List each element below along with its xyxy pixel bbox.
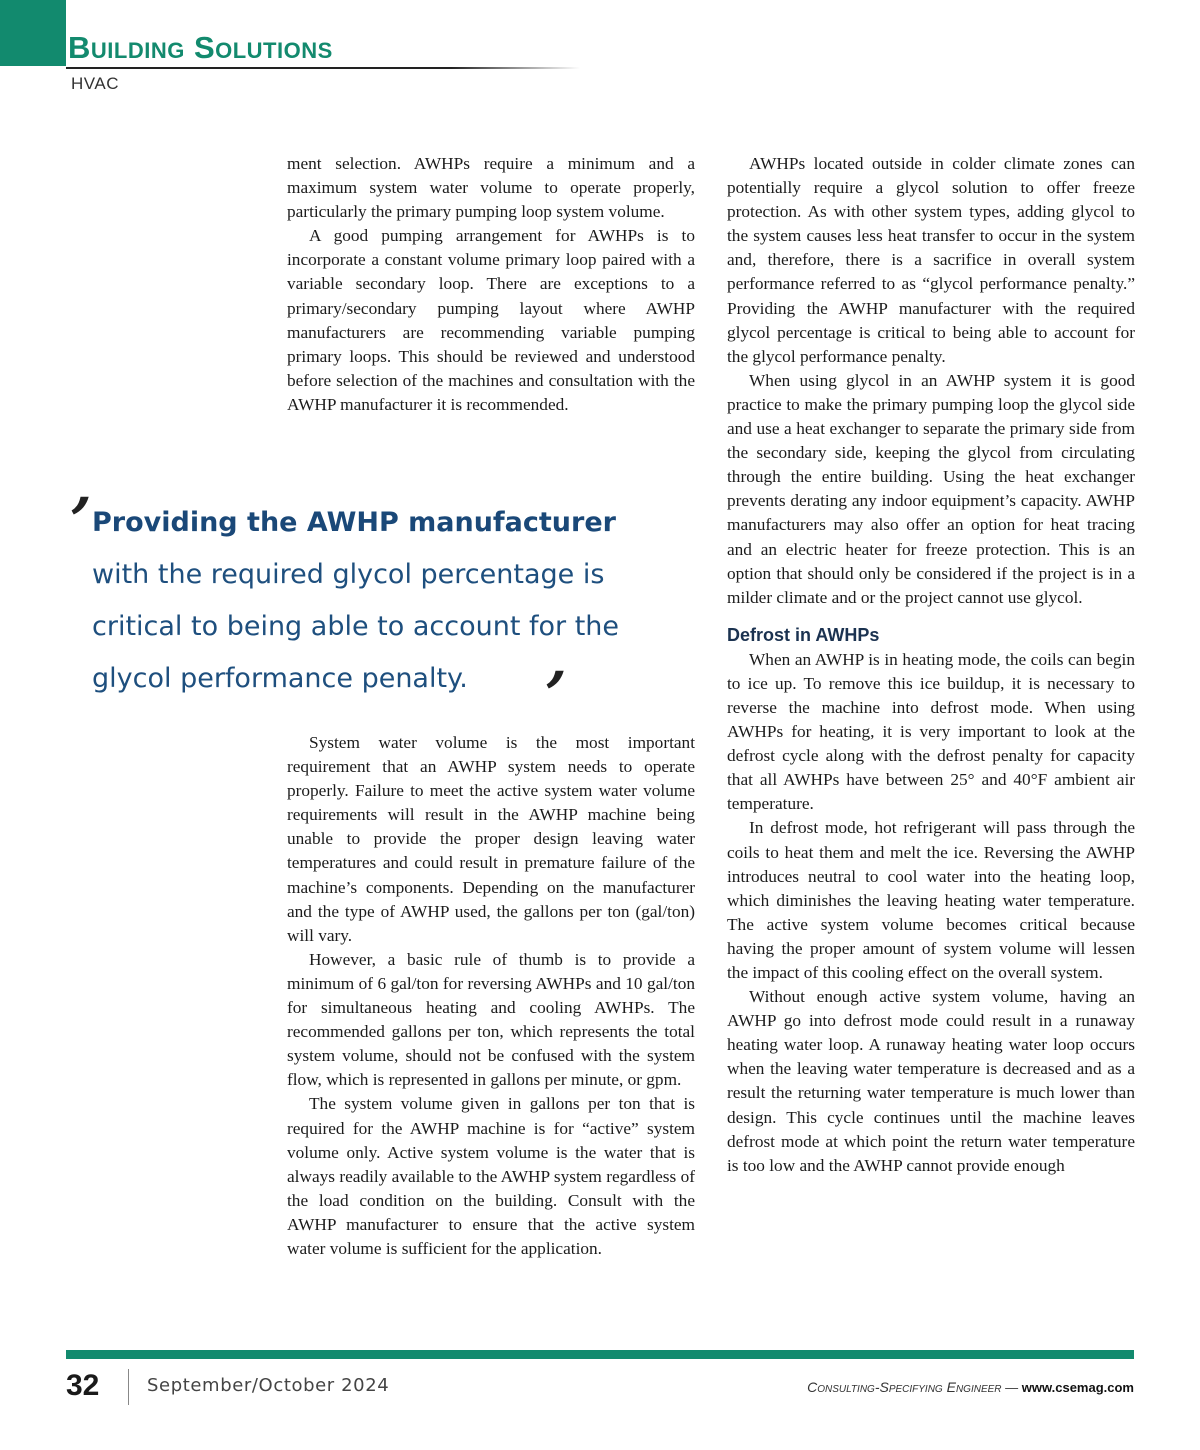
footer-bar [66,1350,1134,1359]
issue-date: September/October 2024 [147,1375,390,1396]
column-left-bottom [287,731,695,1261]
column-right [727,152,1135,1178]
footer-publication [807,1379,1134,1395]
body-paragraph: Without enough active system volume, having an AWHP go into defrost mode could result in a runaway heating water loop. A runaway heating water loop occurs when the leaving water temperature is decreased and as a result the returning water temperature is much lower than design. This cycle continues until the machine leaves defrost mode at which point the return water temperature is too low and the AWHP cannot provide enough [727,987,1135,1175]
section-subhead: Defrost in AWHPs [727,624,880,645]
magazine-name: Consulting-Specifying Engineer [807,1379,1002,1395]
pull-quote [92,497,652,705]
body-paragraph: In defrost mode, hot refrigerant will pass through the coils to heat them and melt the ice. Reversing the AWHP introduces neutral to cool water into the heating loop, which diminishes the leaving heating water temperature. The active system volume becomes critical because having the proper amount of system volume will lessen the impact of this cooling effect on the overall system. [727,818,1135,982]
section-subtitle: HVAC [71,74,119,93]
body-paragraph: When an AWHP is in heating mode, the coils can begin to ice up. To remove this ice buildup, it is necessary to reverse the machine into defrost mode. When using AWHPs for heating, it is very important to look at the defrost cycle along with the defrost penalty for capacity that all AWHPs have between 25° and 40°F ambient air temperature. [727,649,1135,814]
close-quote-mark-icon: ’ [532,658,572,731]
body-paragraph: System water volume is the most important requirement that an AWHP system needs to operate properly. Failure to meet the active system water volume requirements will result in the AWHP machine being unable to provide the proper design leaving water temperatures and could result in premature failure of the machine’s components. Depending on the manufacturer and the type of AWHP used, the gallons per ton (gal/ton) will vary. [287,733,695,945]
website-link[interactable]: www.csemag.com [1021,1380,1134,1395]
title-rule [66,67,580,69]
body-paragraph: AWHPs located outside in colder climate zones can potentially require a glycol solution to offer freeze protection. As with other system types, adding glycol to the system causes less heat transfer to occur in the system and, therefore, there is a sacrifice in overall system performance referred to as “glycol performance penalty.” Providing the AWHP manufacturer with the required glycol percentage is critical to being able to account for the glycol performance penalty. [727,154,1135,366]
column-left-top [287,152,695,417]
footer-dash: — [1005,1380,1019,1395]
pull-quote-text: with the required glycol percentage is critical to being able to account for the glycol performance penalty. [92,559,620,694]
open-quote-mark-icon: ’ [57,484,97,557]
footer-divider [128,1369,129,1405]
body-paragraph: A good pumping arrangement for AWHPs is to incorporate a constant volume primary loop paired with a variable secondary loop. There are exceptions to a primary/secondary pumping layout where AWHP manufacturers are recommending variable pumping primary loops. This should be reviewed and understood before selection of the machines and consultation with the AWHP manufacturer it is recommended. [287,226,695,414]
section-title: Building Solutions [68,30,333,65]
section-color-tab [0,0,66,66]
body-paragraph: However, a basic rule of thumb is to provide a minimum of 6 gal/ton for reversing AWHPs and 10 gal/ton for simultaneous heating and cooling AWHPs. The recommended gallons per ton, which represents the total system volume, should not be confused with the system flow, which is represented in gallons per minute, or gpm. [287,949,695,1090]
body-paragraph: ment selection. AWHPs require a minimum and a maximum system water volume to operate properly, particularly the primary pumping loop system volume. [287,154,695,222]
body-paragraph: The system volume given in gallons per ton that is required for the AWHP machine is for “active” system volume only. Active system volume is the water that is always readily available to the AWHP system regardless of the load condition on the building. Consult with the AWHP manufacturer to ensure that the active system water volume is sufficient for the application. [287,1094,695,1258]
page-number: 32 [66,1369,100,1402]
pull-quote-lead: Providing the AWHP manufacturer [92,507,616,538]
body-paragraph: When using glycol in an AWHP system it is good practice to make the primary pumping loop the glycol side and use a heat exchanger to separate the primary side from the secondary side, keeping the glycol from circulating through the entire building. Using the heat exchanger prevents derating any indoor equipment’s capacity. AWHP manufacturers may also offer an option for heat tracing and an electric heater for freeze protection. This is an option that should only be considered if the project is in a milder climate and or the project cannot use glycol. [727,370,1135,607]
